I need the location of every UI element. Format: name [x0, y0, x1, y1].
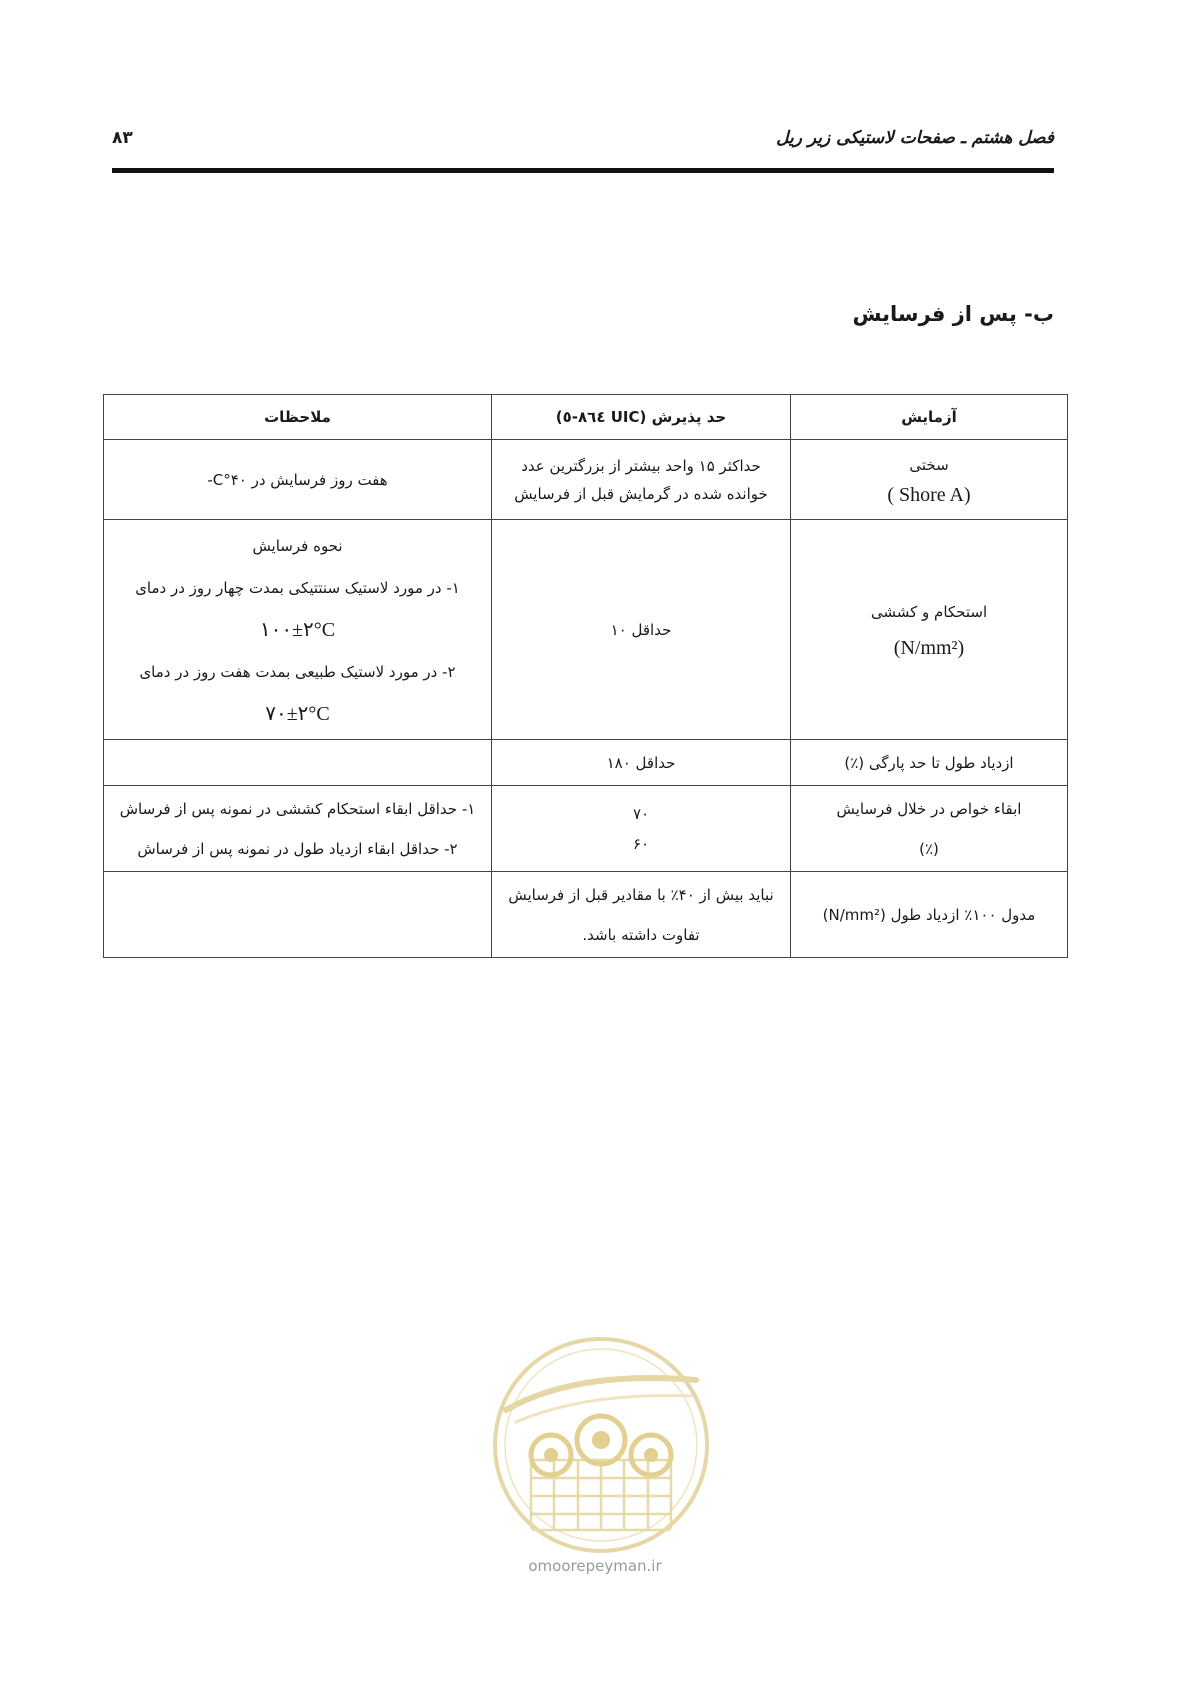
table-header-row	[104, 395, 1068, 440]
cell-test	[791, 520, 1068, 740]
cell-line: سختی	[909, 455, 949, 474]
cell-line: ۱- حداقل ابقاء استحکام کششی در نمونه پس از فرساش	[119, 799, 476, 818]
cell-test	[791, 786, 1068, 872]
cell-line: (N/mm²)	[893, 636, 965, 659]
cell-line: (٪)	[919, 839, 939, 858]
header-test: آزمایش	[791, 395, 1068, 440]
cell-line: ۶۰	[632, 834, 650, 853]
section-heading: ب- پس از فرسایش	[852, 302, 1054, 326]
cell-line: (Shore A )	[887, 483, 971, 506]
cell-notes	[104, 520, 492, 740]
table-row-elongation	[104, 740, 1068, 786]
cell-test	[791, 740, 1068, 786]
chapter-title: فصل هشتم ـ صفحات لاستیکی زیر ریل	[776, 128, 1054, 148]
cell-acceptance	[492, 786, 791, 872]
cell-test	[791, 440, 1068, 520]
cell-line: ابقاء خواص در خلال فرسایش	[836, 799, 1022, 818]
table-row-tensile-strength	[104, 520, 1068, 740]
table-row-hardness	[104, 440, 1068, 520]
cell-acceptance	[492, 740, 791, 786]
cell-line: استحکام و کششی	[870, 602, 988, 621]
cell-notes	[104, 786, 492, 872]
cell-line: حداکثر ۱۵ واحد بیشتر از بزرگترین عدد	[521, 456, 761, 475]
header-rule	[112, 168, 1054, 173]
cell-line: مدول ۱۰۰٪ ازدیاد طول (N/mm²)	[822, 905, 1036, 924]
cell-line: هفت روز فرسایش در ۴۰°C-	[207, 470, 388, 489]
cell-acceptance	[492, 440, 791, 520]
cell-acceptance	[492, 872, 791, 958]
cell-line: ۲- حداقل ابقاء ازدیاد طول در نمونه پس از فرساش	[137, 839, 458, 858]
table-row-modulus	[104, 872, 1068, 958]
cell-line: ازدیاد طول تا حد پارگی (٪)	[844, 753, 1014, 772]
cell-line: ۲- در مورد لاستیک طبیعی بمدت هفت روز در دمای	[139, 662, 456, 681]
watermark-seal-icon	[486, 1330, 716, 1560]
cell-test	[791, 872, 1068, 958]
cell-notes	[104, 440, 492, 520]
cell-line: حداقل ۱۰	[610, 620, 672, 639]
header-acceptance: حد پذیرش (UIC ٨٦٤-٥)	[492, 395, 791, 440]
specification-table	[103, 394, 1068, 958]
cell-line: نباید بیش از ۴۰٪ با مقادیر قبل از فرسایش	[508, 885, 774, 904]
table-row-property-retention	[104, 786, 1068, 872]
cell-line: ۱۰۰±۲°C	[259, 618, 336, 641]
cell-line: حداقل ۱۸۰	[606, 753, 676, 772]
cell-notes	[104, 872, 492, 958]
cell-line: ۷۰	[632, 804, 650, 823]
page-number: ۸۳	[112, 128, 133, 148]
cell-line: ۱- در مورد لاستیک سنتتیکی بمدت چهار روز در دمای	[135, 578, 460, 597]
watermark-url: omoorepeyman.ir	[528, 1557, 662, 1575]
cell-notes	[104, 740, 492, 786]
cell-line: نحوه فرسایش	[252, 536, 343, 555]
cell-line: تفاوت داشته باشد.	[582, 925, 700, 944]
cell-line: ۷۰±۲°C	[265, 702, 330, 725]
cell-line: خوانده شده در گرمایش قبل از فرسایش	[514, 484, 768, 503]
cell-acceptance	[492, 520, 791, 740]
watermark-logo	[486, 1330, 716, 1560]
header-notes: ملاحظات	[104, 395, 492, 440]
